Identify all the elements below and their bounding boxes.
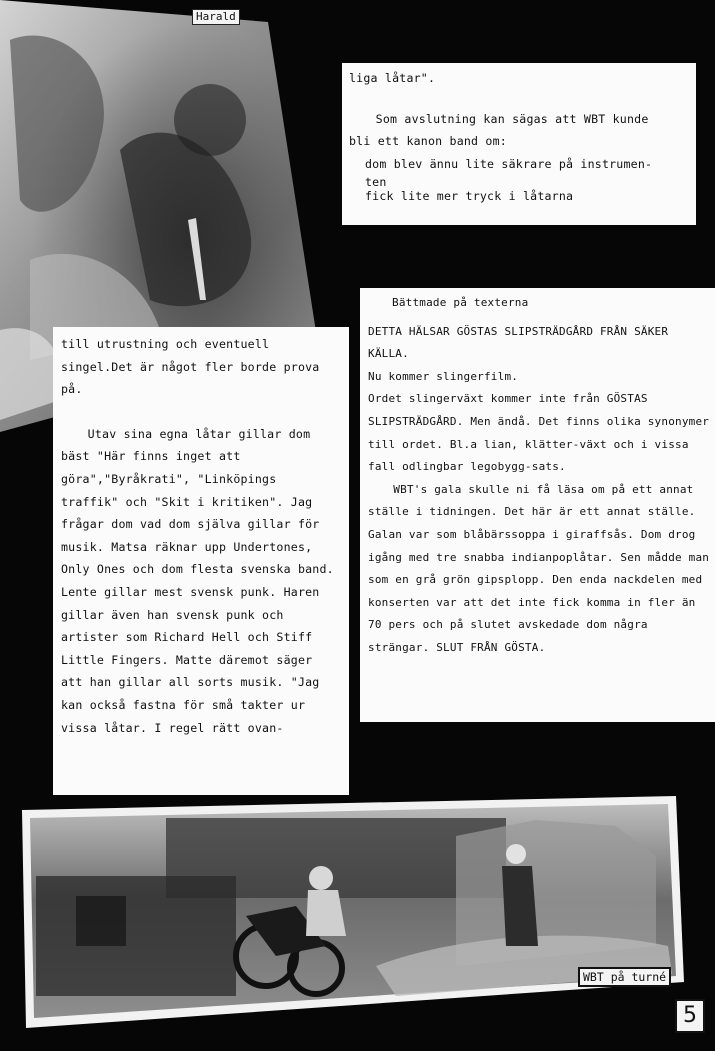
line-tryck: fick lite mer tryck i låtarna — [365, 189, 574, 204]
line-sakrare: dom blev ännu lite säkrare på instrumen- — [365, 156, 653, 171]
line-liga: liga låtar". — [349, 71, 436, 85]
right-body-1: DETTA HÄLSAR GÖSTAS SLIPSTRÄDGÅRD FRÅN SÄKER KÄLLA. — [368, 324, 669, 361]
photo-harald-caption: Harald — [192, 9, 240, 25]
text-box-right — [360, 288, 715, 722]
left-paragraph-1: till utrustning och eventuell singel.Det är något fler borde prova på. — [61, 337, 320, 397]
photo-wbt-tour-caption: WBT på turné — [578, 967, 671, 987]
line-kanon: bli ett kanon band om: — [349, 134, 507, 149]
photo-wbt-tour-image — [16, 796, 690, 1038]
right-body-3: Ordet slingerväxt kommer inte från GÖSTAS SLIPSTRÄDGÅRD. Men ändå. Det finns olika synonymer till ordet. Bl.a lian, klätter-växt och i vissa fall odlingbar legobygg-sats. — [368, 392, 710, 474]
text-box-left — [53, 327, 349, 795]
line-ten: ten — [365, 175, 387, 190]
left-paragraph-2: Utav sina egna låtar gillar dom bäst "Här finns inget att göra","Byråkrati", "Linköpings traffik" och "Skit i kritiken". Jag frågar dom vad dom själva gillar för musik. Matsa räknar upp Undertones, Only Ones och dom flesta svenska band. Lente gillar mest svensk punk. Haren gillar även han svensk punk och artister som Richard Hell och Stiff Little Fingers. Matte däremot säger att han gillar all sorts musik. "Jag kan också fastna för små takter ur vissa låtar. I regel rätt ovan- — [61, 426, 334, 735]
right-heading: Bättmade på texterna — [392, 296, 529, 309]
line-avslutning: Som avslutning kan sägas att WBT kunde — [375, 111, 649, 126]
right-body-4: WBT's gala skulle ni få läsa om på ett annat ställe i tidningen. Det här är ett annat ställe. Galan var som blåbärssoppa i giraffsås. Dom drog igång med tre snabba indianpoplåtar. Sen mådde man som en grå grön gipsplopp. Den enda nackdelen med konserten var att det inte fick komma in fler än 70 pers och på slutet avskedade dom några strängar. SLUT FRÅN GÖSTA. — [368, 482, 710, 654]
text-box-top-right — [342, 63, 696, 225]
right-body-2: Nu kommer slingerfilm. — [368, 369, 519, 383]
page-number: 5 — [675, 999, 705, 1033]
photo-wbt-tour — [16, 796, 690, 1038]
